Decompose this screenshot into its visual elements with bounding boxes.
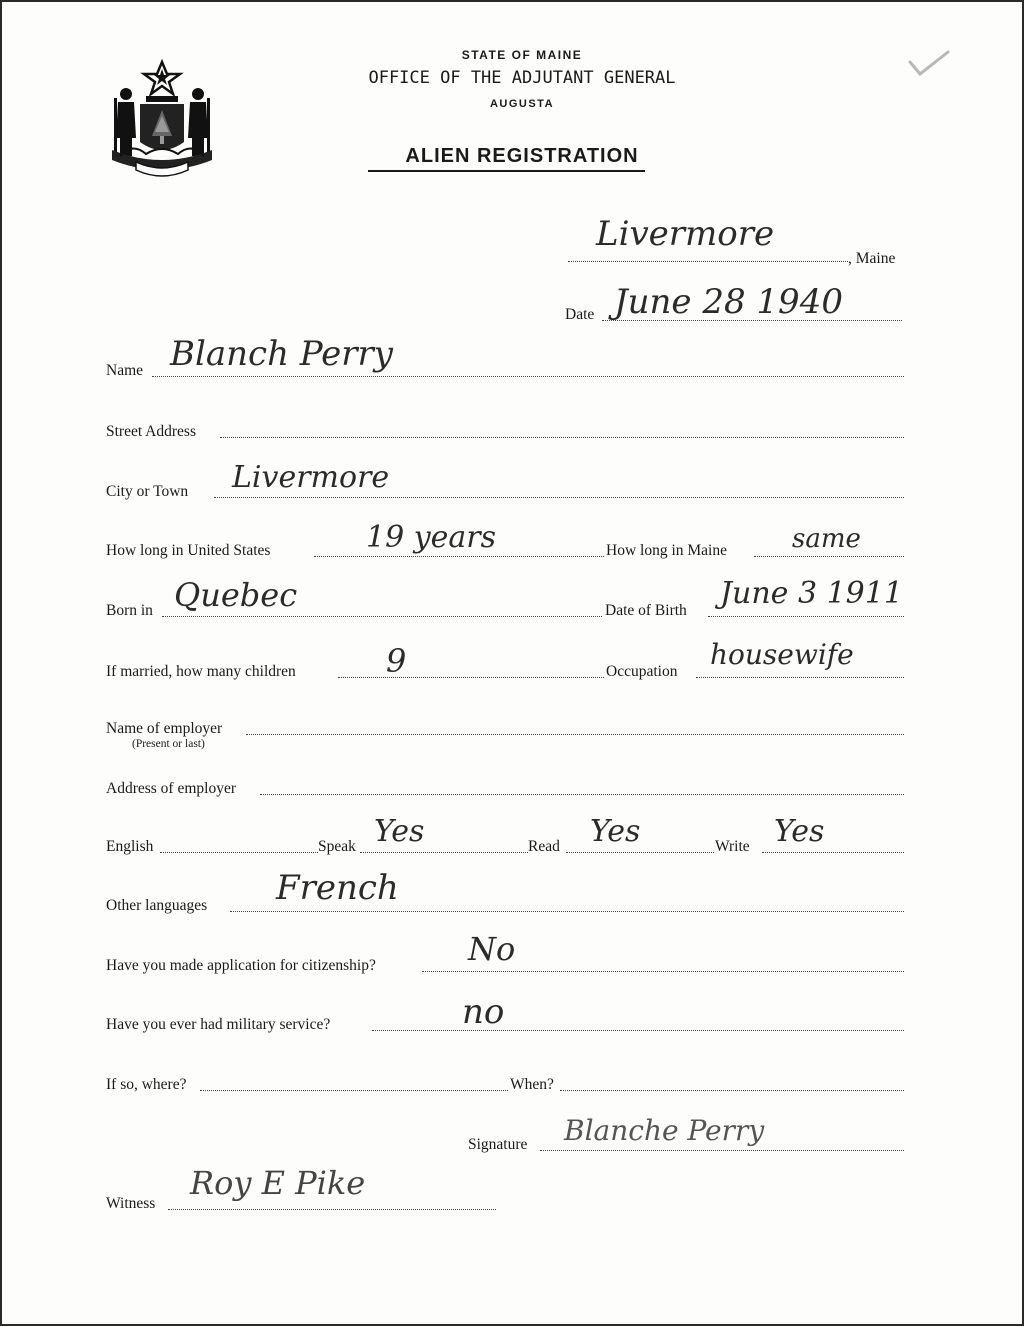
place-line — [568, 261, 848, 262]
place-value[interactable]: Livermore — [596, 214, 775, 254]
street-line — [220, 437, 904, 438]
born-label: Born in — [106, 602, 153, 619]
signature-label: Signature — [468, 1136, 528, 1153]
write-line — [762, 852, 904, 853]
citizenship-line — [422, 971, 904, 972]
employer-address-line — [260, 794, 904, 795]
where-label: If so, where? — [106, 1076, 187, 1093]
date-label: Date — [565, 306, 595, 323]
military-label: Have you ever had military service? — [106, 1016, 331, 1033]
witness-label: Witness — [106, 1195, 156, 1212]
us-stay-label: How long in United States — [106, 542, 271, 559]
read-value[interactable]: Yes — [590, 814, 641, 849]
signature-value[interactable]: Blanche Perry — [564, 1114, 765, 1147]
military-line — [372, 1030, 904, 1031]
name-label: Name — [106, 362, 144, 379]
dob-line — [708, 616, 904, 617]
office-heading: OFFICE OF THE ADJUTANT GENERAL — [368, 68, 676, 88]
us-stay-value[interactable]: 19 years — [366, 520, 497, 555]
occupation-value[interactable]: housewife — [710, 638, 854, 671]
place-suffix: , Maine — [848, 250, 896, 267]
city-line — [214, 497, 904, 498]
read-line — [566, 852, 714, 853]
dob-label: Date of Birth — [605, 602, 687, 619]
children-label: If married, how many children — [106, 663, 296, 680]
dob-value[interactable]: June 3 1911 — [720, 576, 903, 611]
employer-line — [246, 734, 904, 735]
city-value[interactable]: Livermore — [232, 460, 390, 495]
us-stay-line — [314, 556, 604, 557]
title-underline — [368, 170, 645, 172]
speak-line — [360, 852, 528, 853]
maine-stay-label: How long in Maine — [606, 542, 727, 559]
occupation-label: Occupation — [606, 663, 678, 680]
born-value[interactable]: Quebec — [174, 576, 298, 614]
children-value[interactable]: 9 — [386, 642, 407, 680]
when-label: When? — [510, 1076, 554, 1093]
other-languages-value[interactable]: French — [276, 868, 399, 908]
witness-value[interactable]: Roy E Pike — [190, 1164, 366, 1202]
witness-line — [168, 1209, 496, 1210]
military-value[interactable]: no — [462, 992, 505, 1032]
date-value[interactable]: June 28 1940 — [614, 282, 843, 322]
form-title: ALIEN REGISTRATION — [405, 145, 639, 167]
born-line — [162, 616, 602, 617]
signature-line — [540, 1150, 904, 1151]
write-value[interactable]: Yes — [774, 814, 825, 849]
maine-stay-value[interactable]: same — [792, 524, 861, 554]
name-line — [152, 376, 904, 377]
state-heading: STATE OF MAINE — [461, 48, 583, 62]
employer-sublabel: (Present or last) — [132, 738, 205, 750]
speak-label: Speak — [318, 838, 356, 855]
city-label: City or Town — [106, 483, 189, 500]
street-label: Street Address — [106, 423, 196, 440]
other-languages-line — [230, 911, 904, 912]
other-languages-label: Other languages — [106, 897, 208, 914]
citizenship-label: Have you made application for citizenship? — [106, 957, 376, 974]
where-line — [200, 1090, 508, 1091]
read-label: Read — [528, 838, 560, 855]
citizenship-value[interactable]: No — [468, 930, 516, 968]
speak-value[interactable]: Yes — [374, 814, 425, 849]
children-line — [338, 677, 604, 678]
city-heading: AUGUSTA — [489, 98, 555, 110]
english-label: English — [106, 838, 154, 855]
name-value[interactable]: Blanch Perry — [170, 334, 393, 374]
employer-address-label: Address of employer — [106, 780, 236, 797]
occupation-line — [696, 677, 904, 678]
when-line — [560, 1090, 904, 1091]
english-line — [160, 852, 318, 853]
employer-label: Name of employer — [106, 720, 223, 737]
write-label: Write — [715, 838, 750, 855]
maine-stay-line — [754, 556, 904, 557]
